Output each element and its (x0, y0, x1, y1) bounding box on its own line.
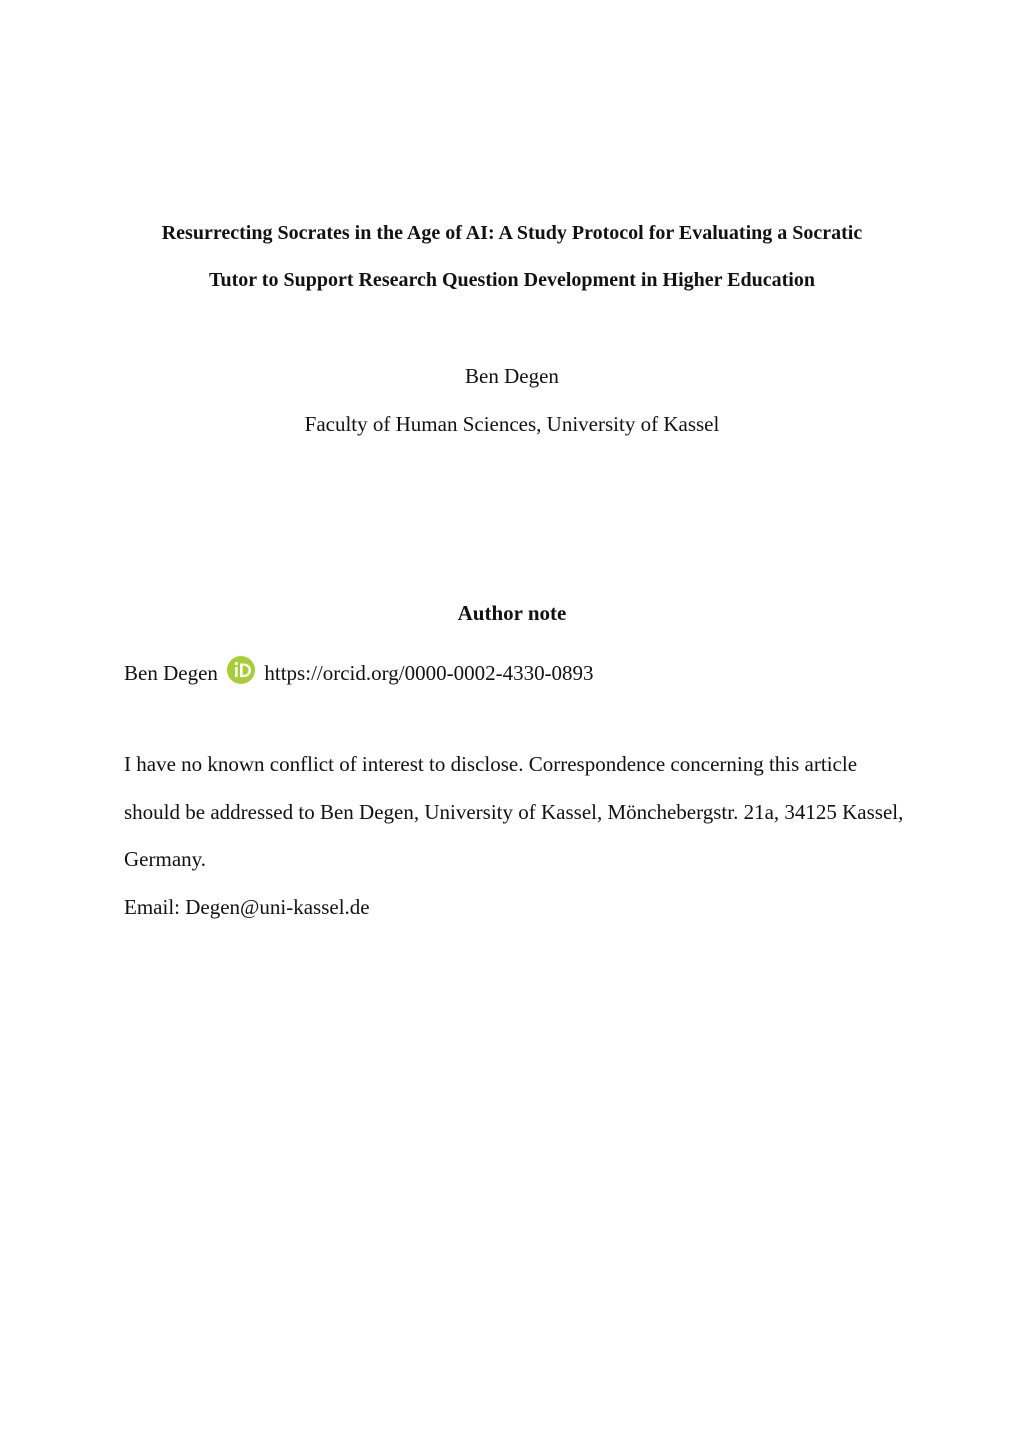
orcid-icon[interactable] (227, 656, 255, 684)
author-affiliation: Faculty of Human Sciences, University of Kassel (304, 412, 720, 436)
orcid-line (124, 656, 594, 686)
conflict-statement-line-2: should be addressed to Ben Degen, University of Kassel, Mönchebergstr. 21a, 34125 Kassel, (124, 800, 904, 824)
paper-title-line-2: Tutor to Support Research Question Development in Higher Education (209, 269, 815, 291)
conflict-statement-line-3: Germany. (124, 847, 207, 871)
author-name: Ben Degen (465, 364, 559, 388)
orcid-link[interactable]: https://orcid.org/0000-0002-4330-0893 (264, 661, 594, 685)
conflict-statement-line-1: I have no known conflict of interest to disclose. Correspondence concerning this article (124, 752, 858, 776)
contact-email[interactable]: Email: Degen@uni-kassel.de (124, 895, 370, 919)
paper-title-line-1: Resurrecting Socrates in the Age of AI: A Study Protocol for Evaluating a Socratic (161, 222, 863, 244)
orcid-author-name: Ben Degen (124, 661, 218, 685)
author-note-heading: Author note (457, 601, 567, 625)
